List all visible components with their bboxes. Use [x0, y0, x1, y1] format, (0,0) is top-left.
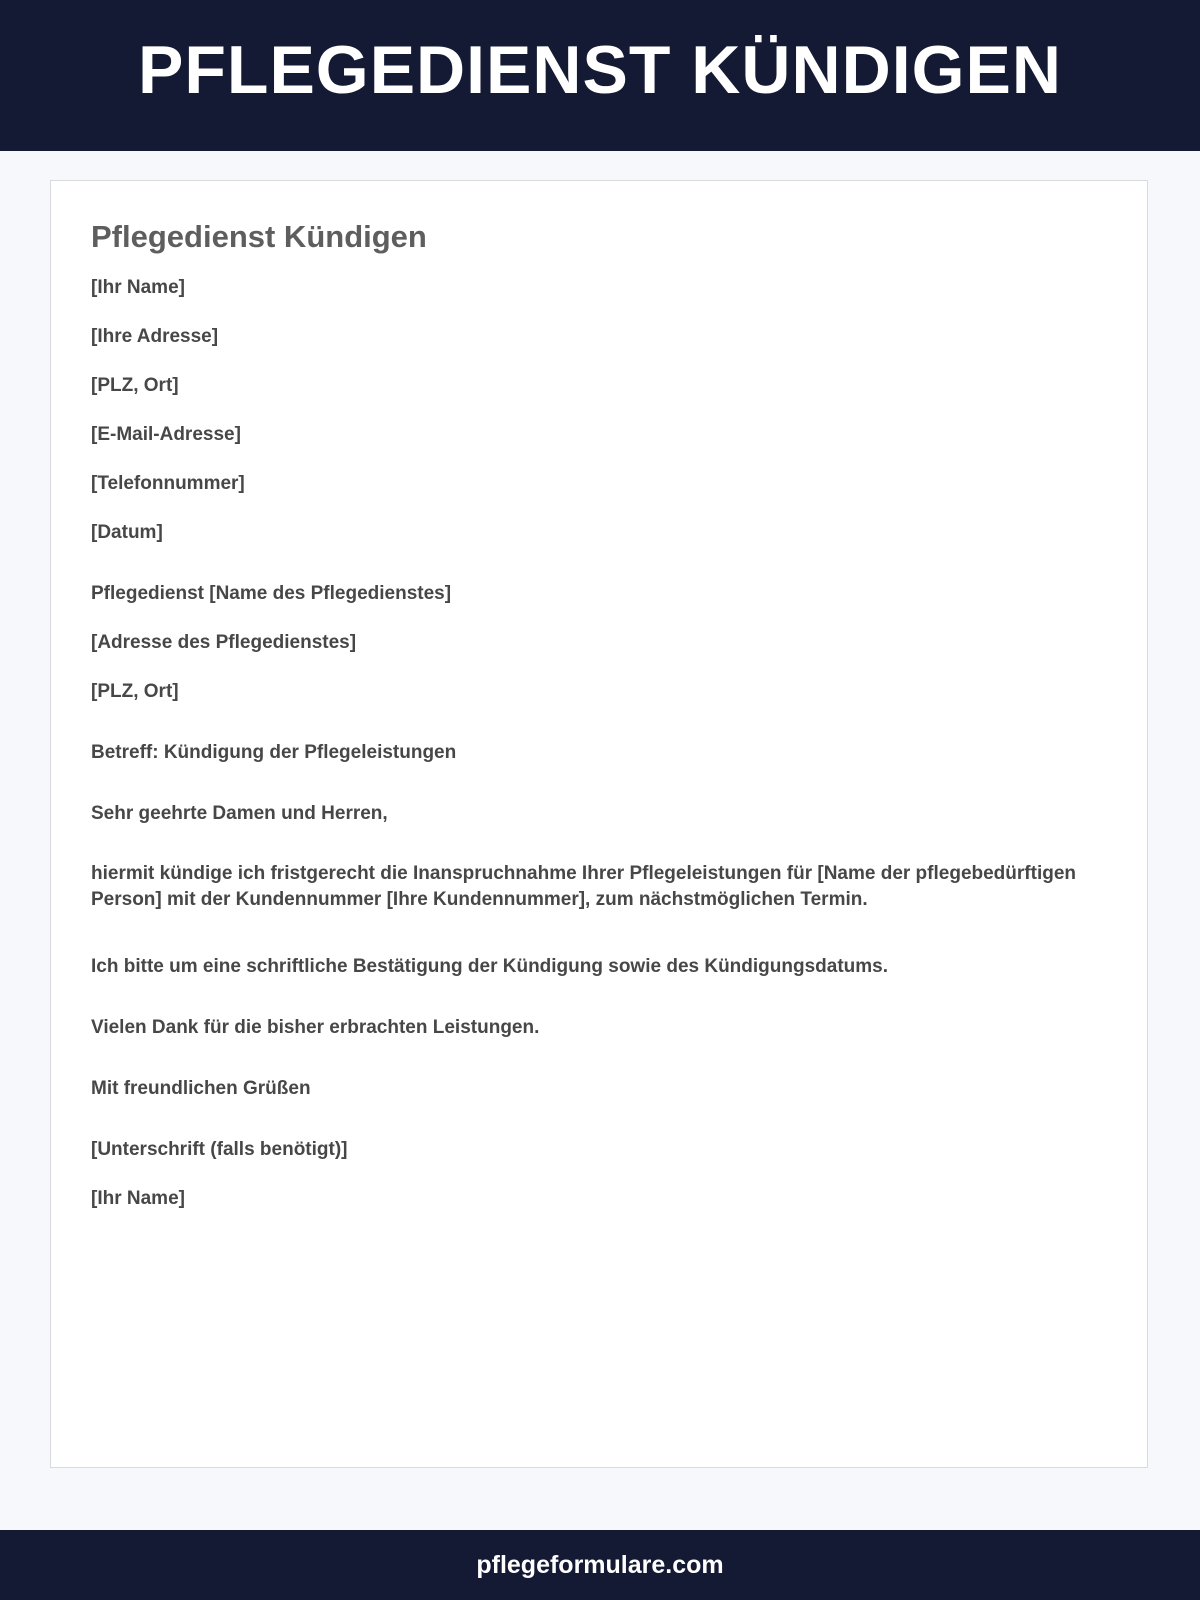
sender-name: [Ihr Name]: [91, 277, 185, 298]
letter-card: [50, 180, 1148, 1468]
letter-closing: Mit freundlichen Grüßen: [91, 1078, 311, 1099]
letter-salutation: Sehr geehrte Damen und Herren,: [91, 803, 388, 824]
page-footer: [0, 1530, 1200, 1600]
footer-website[interactable]: pflegeformulare.com: [476, 1550, 724, 1579]
sender-phone: [Telefonnummer]: [91, 473, 245, 494]
recipient-address: [Adresse des Pflegedienstes]: [91, 632, 357, 653]
body-paragraph: Vielen Dank für die bisher erbrachten Leistungen.: [91, 1017, 540, 1038]
body-paragraph: Ich bitte um eine schriftliche Bestätigung der Kündigung sowie des Kündigungsdatums.: [91, 956, 889, 977]
letter-subject: Betreff: Kündigung der Pflegeleistungen: [91, 742, 457, 763]
signature-placeholder: [Unterschrift (falls benötigt)]: [91, 1139, 348, 1160]
signature-name: [Ihr Name]: [91, 1188, 185, 1209]
header-title: PFLEGEDIENST KÜNDIGEN: [138, 31, 1062, 108]
page-header: [0, 0, 1200, 151]
recipient-zip-city: [PLZ, Ort]: [91, 681, 179, 702]
sender-zip-city: [PLZ, Ort]: [91, 375, 179, 396]
sender-address: [Ihre Adresse]: [91, 326, 219, 347]
letter-date: [Datum]: [91, 522, 163, 543]
recipient-name: Pflegedienst [Name des Pflegedienstes]: [91, 583, 452, 604]
sender-email: [E-Mail-Adresse]: [91, 424, 241, 445]
body-paragraph: hiermit kündige ich fristgerecht die Inanspruchnahme Ihrer Pflegeleistungen für [Name der pflegebedürftigen Person] mit der Kundennummer [Ihre Kundennummer], zum nächstmöglichen Termin.: [91, 863, 1077, 910]
document-title: Pflegedienst Kündigen: [91, 219, 427, 254]
